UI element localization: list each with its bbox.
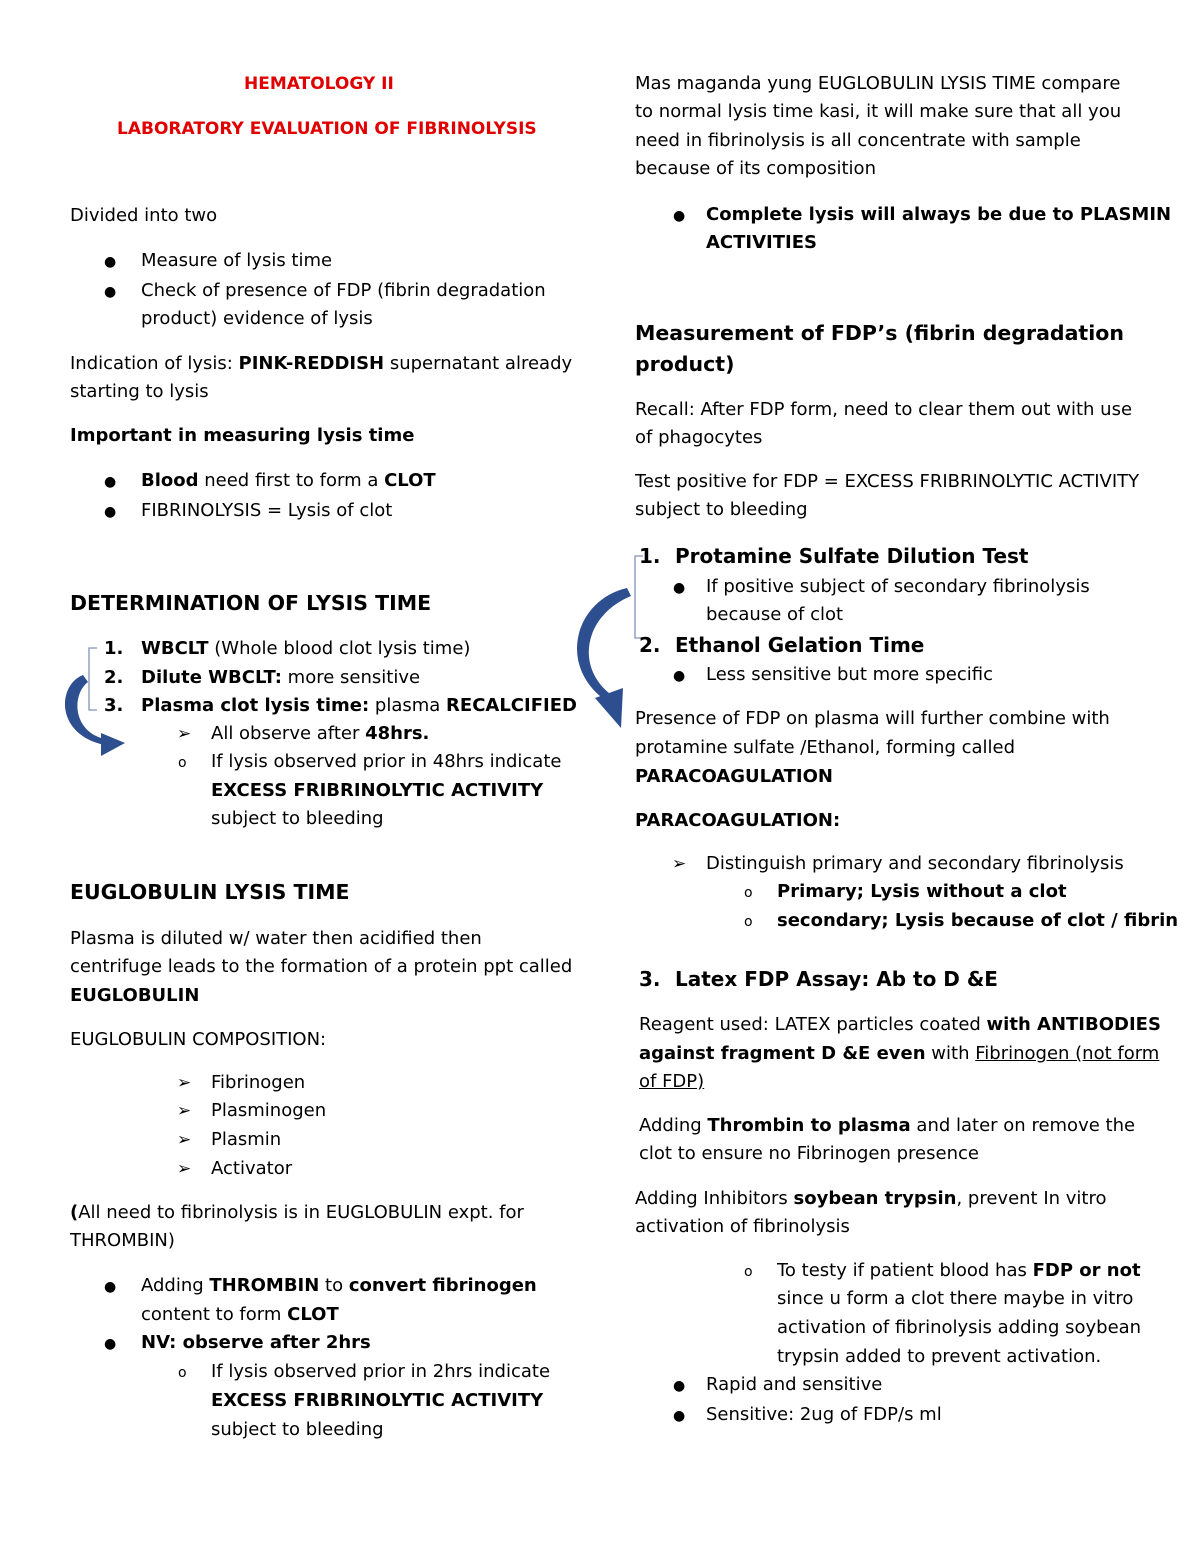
list-item: EXCESS FRIBRINOLYTIC ACTIVITY — [211, 1390, 544, 1411]
paragraph: need in fibrinolysis is all concentrate with sample — [635, 130, 1081, 151]
list-item: Plasma clot lysis time: plasma RECALCIFIED — [141, 695, 577, 716]
doc-title: HEMATOLOGY II — [244, 74, 394, 94]
doc-subtitle: LABORATORY EVALUATION OF FIBRINOLYSIS — [117, 119, 537, 139]
list-number: 3. — [104, 695, 124, 716]
list-item: subject to bleeding — [211, 1419, 384, 1440]
list-item: If positive subject of secondary fibrinolysis — [706, 576, 1090, 597]
paragraph: protamine sulfate /Ethanol, forming called — [635, 737, 1016, 758]
paragraph: of FDP) — [639, 1071, 705, 1092]
bullet-icon: ● — [673, 208, 686, 224]
bullet-icon: ● — [104, 474, 117, 490]
circle-bullet-icon: o — [744, 914, 753, 930]
list-item: Plasminogen — [211, 1100, 327, 1121]
list-item: Adding THROMBIN to convert fibrinogen — [141, 1275, 537, 1296]
circle-bullet-icon: o — [178, 755, 187, 771]
paragraph: Mas maganda yung EUGLOBULIN LYSIS TIME compare — [635, 73, 1121, 94]
list-item: because of clot — [706, 604, 844, 625]
list-number: 1. — [639, 544, 661, 568]
section-heading-euglobulin: EUGLOBULIN LYSIS TIME — [70, 880, 350, 904]
bullet-icon: ● — [673, 668, 686, 684]
bullet-icon: ● — [104, 1279, 117, 1295]
bullet-icon: ● — [104, 504, 117, 520]
list-item: NV: observe after 2hrs — [141, 1332, 371, 1353]
paragraph: Test positive for FDP = EXCESS FRIBRINOLYTIC ACTIVITY — [635, 471, 1140, 492]
paragraph: Plasma is diluted w/ water then acidified then — [70, 928, 482, 949]
list-item: Primary; Lysis without a clot — [777, 881, 1067, 902]
list-item: Complete lysis will always be due to PLASMIN — [706, 204, 1172, 225]
list-item: since u form a clot there maybe in vitro — [777, 1288, 1134, 1309]
bullet-icon: ● — [104, 254, 117, 270]
paragraph: Reagent used: LATEX particles coated with ANTIBODIES — [639, 1014, 1161, 1035]
list-item: Rapid and sensitive — [706, 1374, 883, 1395]
list-number: 3. — [639, 967, 661, 991]
important-heading: Important in measuring lysis time — [70, 425, 415, 446]
paragraph: THROMBIN) — [70, 1230, 175, 1251]
list-item: Less sensitive but more specific — [706, 664, 993, 685]
test-heading-latex: Latex FDP Assay: Ab to D &E — [675, 967, 998, 991]
test-heading-ethanol: Ethanol Gelation Time — [675, 633, 925, 657]
section-heading-determination: DETERMINATION OF LYSIS TIME — [70, 591, 432, 615]
test-heading-protamine: Protamine Sulfate Dilution Test — [675, 544, 1029, 568]
list-item: Activator — [211, 1158, 293, 1179]
list-item: Measure of lysis time — [141, 250, 333, 271]
arrow-bullet-icon: ➢ — [177, 1101, 192, 1121]
list-item: Check of presence of FDP (fibrin degradation — [141, 280, 546, 301]
list-item: product) evidence of lysis — [141, 308, 373, 329]
list-item: EXCESS FRIBRINOLYTIC ACTIVITY — [211, 780, 544, 801]
circle-bullet-icon: o — [178, 1365, 187, 1381]
indication-text-2: starting to lysis — [70, 381, 209, 402]
list-item: trypsin added to prevent activation. — [777, 1346, 1102, 1367]
circle-bullet-icon: o — [744, 885, 753, 901]
bullet-icon: ● — [673, 1408, 686, 1424]
bullet-icon: ● — [104, 284, 117, 300]
paragraph: activation of fibrinolysis — [635, 1216, 850, 1237]
circle-bullet-icon: o — [744, 1264, 753, 1280]
list-item: content to form CLOT — [141, 1304, 339, 1325]
list-item: If lysis observed prior in 48hrs indicate — [211, 751, 562, 772]
section-heading-fdp: Measurement of FDP’s (fibrin degradation — [635, 321, 1124, 345]
list-item: activation of fibrinolysis adding soybean — [777, 1317, 1142, 1338]
list-item: Blood need first to form a CLOT — [141, 470, 436, 491]
list-item: WBCLT (Whole blood clot lysis time) — [141, 638, 471, 659]
arrow-bullet-icon: ➢ — [672, 854, 687, 874]
list-item: Plasmin — [211, 1129, 282, 1150]
paragraph: against fragment D &E even with Fibrinogen (not form — [639, 1043, 1160, 1064]
arrow-bullet-icon: ➢ — [177, 1073, 192, 1093]
paragraph: Recall: After FDP form, need to clear them out with use — [635, 399, 1133, 420]
indication-text: Indication of lysis: PINK-REDDISH supernatant already — [70, 353, 573, 374]
list-item: secondary; Lysis because of clot / fibrin — [777, 910, 1179, 931]
list-item: ACTIVITIES — [706, 232, 817, 253]
paragraph: PARACOAGULATION — [635, 766, 833, 787]
list-item: Distinguish primary and secondary fibrinolysis — [706, 853, 1124, 874]
list-item: subject to bleeding — [211, 808, 384, 829]
list-item: Dilute WBCLT: more sensitive — [141, 667, 421, 688]
list-item: Fibrinogen — [211, 1072, 306, 1093]
list-item: If lysis observed prior in 2hrs indicate — [211, 1361, 551, 1382]
paragraph: subject to bleeding — [635, 499, 808, 520]
paragraph: because of its composition — [635, 158, 876, 179]
list-item: All observe after 48hrs. — [211, 723, 430, 744]
paragraph: of phagocytes — [635, 427, 763, 448]
arrow-bullet-icon: ➢ — [177, 1130, 192, 1150]
arrow-bullet-icon: ➢ — [177, 1159, 192, 1179]
paragraph: Adding Inhibitors soybean trypsin, prevent In vitro — [635, 1188, 1107, 1209]
paragraph: to normal lysis time kasi, it will make sure that all you — [635, 101, 1122, 122]
list-number: 2. — [639, 633, 661, 657]
list-item: FIBRINOLYSIS = Lysis of clot — [141, 500, 393, 521]
composition-heading: EUGLOBULIN COMPOSITION: — [70, 1029, 327, 1050]
paragraph: clot to ensure no Fibrinogen presence — [639, 1143, 979, 1164]
paragraph: Presence of FDP on plasma will further combine with — [635, 708, 1110, 729]
section-heading-fdp-2: product) — [635, 352, 735, 376]
divided-text: Divided into two — [70, 205, 218, 226]
list-item: To testy if patient blood has FDP or not — [777, 1260, 1141, 1281]
list-number: 2. — [104, 667, 124, 688]
paracoagulation-heading: PARACOAGULATION: — [635, 810, 841, 831]
paragraph: Adding Thrombin to plasma and later on remove the — [639, 1115, 1136, 1136]
list-item: Sensitive: 2ug of FDP/s ml — [706, 1404, 942, 1425]
list-number: 1. — [104, 638, 124, 659]
paragraph: (All need to fibrinolysis is in EUGLOBULIN expt. for — [70, 1202, 524, 1223]
arrow-bullet-icon: ➢ — [177, 724, 192, 744]
paragraph: EUGLOBULIN — [70, 985, 200, 1006]
bullet-icon: ● — [673, 1378, 686, 1394]
paragraph: centrifuge leads to the formation of a protein ppt called — [70, 956, 573, 977]
bullet-icon: ● — [104, 1336, 117, 1352]
bullet-icon: ● — [673, 580, 686, 596]
